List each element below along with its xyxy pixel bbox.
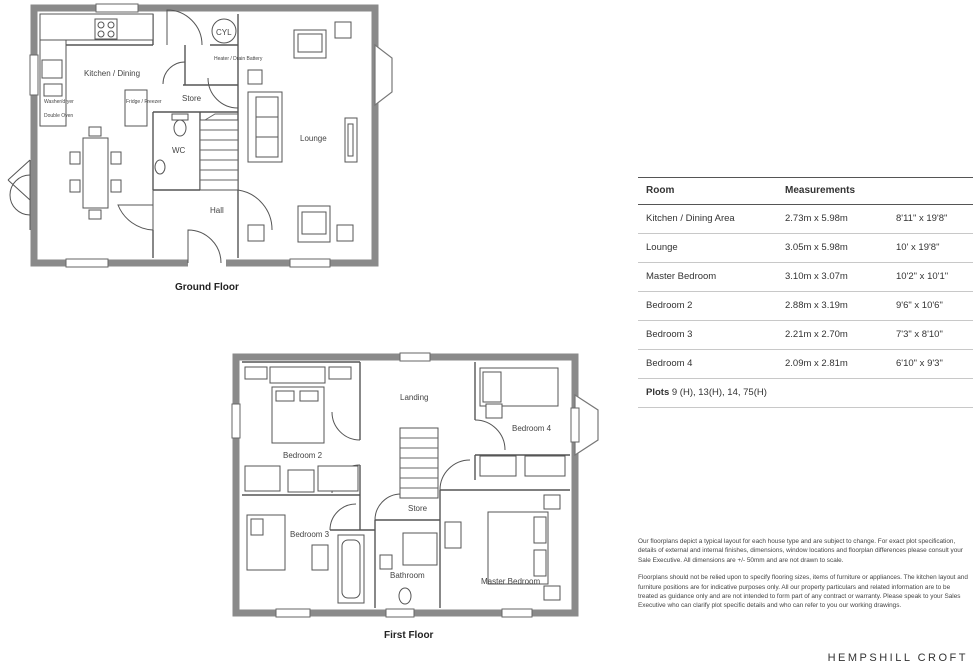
fridge-label: Fridge / Freezer — [126, 99, 162, 105]
row-metric: 2.88m x 3.19m — [777, 292, 888, 321]
disclaimer-notes — [638, 537, 968, 619]
heater-label: Heater / Drain Battery — [214, 56, 263, 62]
row-imperial: 10'2" x 10'1" — [888, 263, 973, 292]
header-measurements: Measurements — [777, 178, 973, 205]
table-row — [638, 321, 973, 350]
ground-floor-title: Ground Floor — [175, 282, 239, 293]
oven-label: Double Oven — [44, 113, 74, 119]
hall-label: Hall — [210, 206, 224, 215]
dining-table — [70, 127, 121, 219]
bathroom-label: Bathroom — [390, 571, 425, 580]
row-room: Bedroom 4 — [638, 350, 777, 379]
row-room: Bedroom 3 — [638, 321, 777, 350]
room-measurements-table — [638, 177, 973, 408]
table-row — [638, 205, 973, 234]
row-imperial: 9'6" x 10'6" — [888, 292, 973, 321]
first-store-label: Store — [408, 504, 428, 513]
bedroom-3-furniture — [247, 515, 328, 570]
disclaimer-paragraph-2: Floorplans should not be relied upon to specify flooring sizes, items of furniture or appliances. The kitchen layout and furniture positions are for indicative purposes only. All our property particulars and related information are to be treated as guidance only and are not intended to form part of any contract or warranty. Please speak to your Sales Executive who can clarify plot specific details and who can refer to you our working drawings. — [638, 574, 968, 610]
disclaimer-paragraph-1: Our floorplans depict a typical layout for each house type and are subject to change. For exact plot specification, details of external and internal finishes, dimensions, window locations and floorplan differences please consult your Sale Executive. All dimensions are +/- 50mm and are not drawn to scale. — [638, 538, 963, 564]
row-metric: 3.05m x 5.98m — [777, 234, 888, 263]
table-row — [638, 234, 973, 263]
row-imperial: 8'11" x 19'8" — [888, 205, 973, 234]
brand-logo-text: HEMPSHILL CROFT — [827, 652, 968, 664]
table-row — [638, 350, 973, 379]
lounge-label: Lounge — [300, 134, 327, 143]
row-imperial: 6'10" x 9'3" — [888, 350, 973, 379]
bedroom-2-label: Bedroom 2 — [283, 451, 323, 460]
bedroom-4-furniture — [480, 368, 565, 476]
row-metric: 2.73m x 5.98m — [777, 205, 888, 234]
header-room: Room — [638, 178, 777, 205]
landing-label: Landing — [400, 393, 429, 402]
ground-floor-stairs — [200, 114, 238, 190]
row-metric: 3.10m x 3.07m — [777, 263, 888, 292]
bedroom-3-label: Bedroom 3 — [290, 530, 330, 539]
kitchen-dining-label: Kitchen / Dining — [84, 69, 141, 78]
plots-label: Plots — [646, 387, 670, 398]
first-floor-stairs — [400, 428, 438, 498]
wc-label: WC — [172, 146, 186, 155]
lounge-furniture — [248, 22, 357, 242]
first-floor-plan — [232, 353, 598, 641]
row-room: Lounge — [638, 234, 777, 263]
table-header-row — [638, 178, 973, 205]
first-floor-title: First Floor — [384, 630, 434, 641]
row-room: Kitchen / Dining Area — [638, 205, 777, 234]
bedroom-4-label: Bedroom 4 — [512, 424, 552, 433]
row-metric: 2.21m x 2.70m — [777, 321, 888, 350]
plots-value: 9 (H), 13(H), 14, 75(H) — [671, 387, 767, 398]
bay-window — [375, 45, 392, 105]
washer-label: Washer/dryer — [44, 99, 74, 105]
cylinder-label: CYL — [216, 28, 232, 37]
bathroom-fixtures — [338, 533, 437, 604]
ground-store-label: Store — [182, 94, 202, 103]
row-room: Bedroom 2 — [638, 292, 777, 321]
bedroom-2-furniture — [245, 367, 358, 492]
ground-floor-plan — [8, 4, 392, 293]
row-room: Master Bedroom — [638, 263, 777, 292]
row-imperial: 10' x 19'8" — [888, 234, 973, 263]
row-metric: 2.09m x 2.81m — [777, 350, 888, 379]
plots-row — [638, 379, 973, 408]
row-imperial: 7'3" x 8'10" — [888, 321, 973, 350]
master-bedroom-label: Master Bedroom — [481, 577, 541, 586]
table-row — [638, 292, 973, 321]
table-row — [638, 263, 973, 292]
